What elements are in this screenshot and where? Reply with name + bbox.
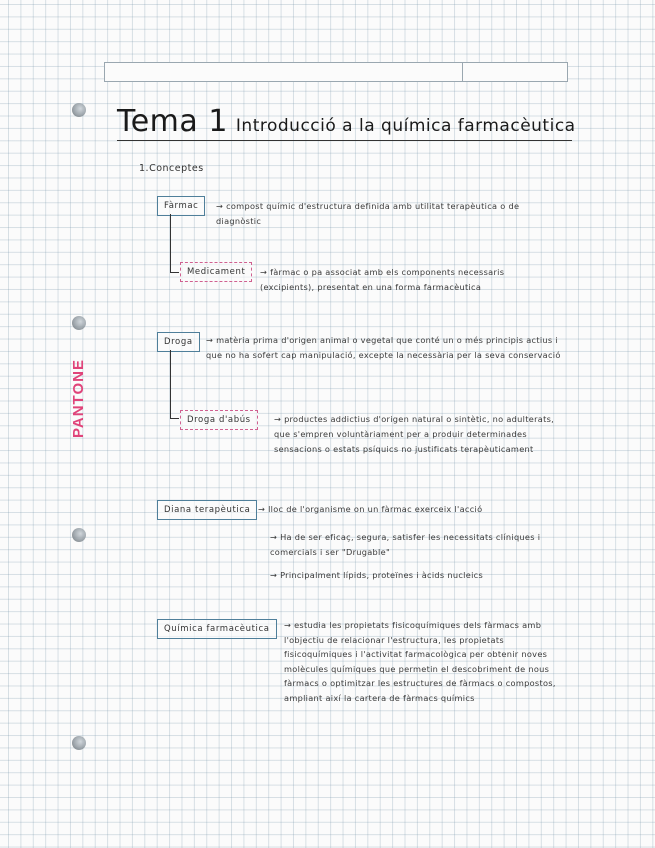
section-heading: 1.Conceptes (139, 163, 204, 174)
definition-droga: → matèria prima d'origen animal o vegetal que conté un o més principis actius i que no ha sofert cap manipulació, excepte la necessària per la seva conservació (206, 335, 561, 360)
bullet-diana-1: → Ha de ser eficaç, segura, satisfer les necessitats clíniques i comercials i ser "Drugable" (270, 532, 541, 557)
title-sub: Introducció a la química farmacèutica (235, 116, 576, 136)
binder-hole-icon (72, 528, 86, 542)
term-droga-abus: Droga d'abús (180, 410, 258, 430)
bullet-diana-2: → Principalment lípids, proteïnes i àcids nucleics (270, 570, 484, 580)
definition-medicament: → fàrmac o pa associat amb els components necessaris (excipients), presentat en una forma farmacèutica (260, 267, 505, 292)
definition-droga-abus: → productes addictius d'origen natural o sintètic, no adulterats, que s'empren voluntàriament per a produir determinades sensacions o estats psíquics no justificats terapèuticament (274, 414, 555, 454)
term-diana: Diana terapèutica (157, 500, 257, 520)
binder-hole-icon (72, 736, 86, 750)
page-header-divider (462, 62, 463, 82)
term-farmac: Fàrmac (157, 196, 205, 216)
connector-line (170, 350, 171, 418)
connector-line (170, 272, 179, 273)
binder-hole-icon (72, 316, 86, 330)
term-quimica: Química farmacèutica (157, 619, 277, 639)
definition-diana: → lloc de l'organisme on un fàrmac exerceix l'acció (258, 504, 483, 514)
connector-line (170, 418, 179, 419)
page-title (117, 104, 576, 139)
term-droga: Droga (157, 332, 200, 352)
term-medicament: Medicament (180, 262, 252, 282)
brand-logo: PANTONE (70, 359, 87, 438)
definition-quimica: → estudia les propietats fisicoquímiques dels fàrmacs amb l'objectiu de relacionar l'estructura, les propietats fisicoquímiques i l'activitat farmacològica per obtenir noves molècules químiques que permetin el descobriment de nous fàrmacs o optimitzar les estructures de fàrmacs o compostos, ampliant així la cartera de fàrmacs químics (284, 620, 556, 703)
page-header-box (104, 62, 568, 82)
title-main: Tema 1 (117, 104, 228, 139)
definition-farmac: → compost químic d'estructura definida amb utilitat terapèutica o de diagnòstic (216, 201, 520, 226)
connector-line (170, 214, 171, 272)
title-underline (117, 140, 572, 141)
binder-hole-icon (72, 103, 86, 117)
